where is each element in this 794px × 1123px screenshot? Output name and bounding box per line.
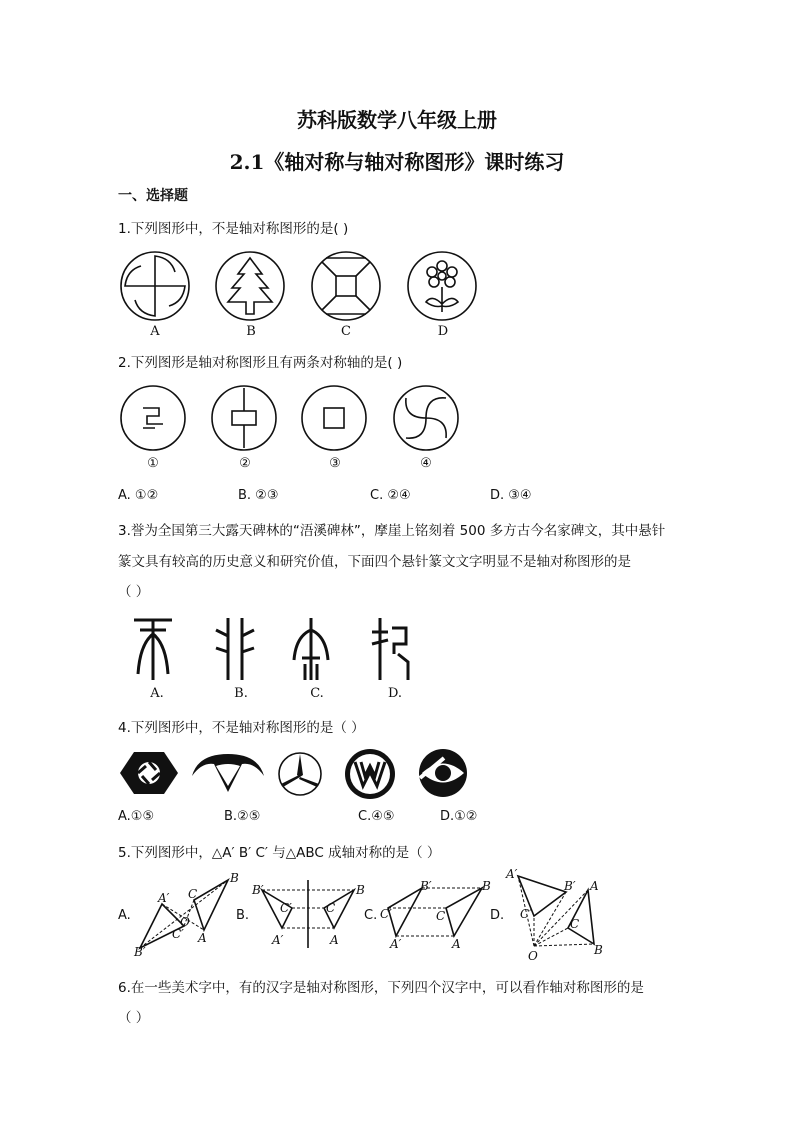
svg-text:C: C: [326, 901, 336, 915]
q2-option-d: D. ③④: [490, 488, 532, 503]
q4-logo-5: [414, 748, 472, 798]
q3-label-b: B.: [234, 686, 248, 701]
svg-text:B′: B′: [564, 879, 576, 893]
svg-text:C: C: [188, 887, 198, 901]
question-3-line-2: 篆文具有较高的历史意义和研究价值，下面四个悬针篆文文字明显不是轴对称图形的是: [118, 554, 631, 570]
q4-logo-2: [190, 752, 266, 794]
q2-option-b: B. ②③: [238, 488, 279, 503]
q5-label-a: A.: [118, 908, 131, 923]
question-6-line-1: 6.在一些美术字中，有的汉字是轴对称图形，下列四个汉字中，可以看作轴对称图形的是: [118, 980, 644, 996]
svg-text:A: A: [590, 879, 599, 893]
q2-label-1: ①: [147, 456, 159, 471]
svg-text:B: B: [594, 943, 603, 957]
svg-text:C: C: [570, 917, 580, 931]
svg-text:A′: A′: [272, 933, 284, 947]
svg-text:A′: A′: [506, 867, 518, 881]
q5-label-c: C.: [364, 908, 378, 923]
q2-figure-1: [119, 384, 187, 452]
q4-logo-3: [277, 751, 323, 797]
q4-option-d: D.①②: [440, 809, 478, 824]
question-6-line-2: （ ）: [118, 1010, 150, 1026]
q4-option-b: B.②⑤: [224, 809, 261, 824]
svg-text:B: B: [230, 871, 239, 885]
q2-label-4: ④: [420, 456, 432, 471]
q3-label-a: A.: [150, 686, 164, 701]
svg-text:B′: B′: [134, 945, 146, 959]
svg-text:A′: A′: [390, 937, 402, 951]
page-title: 苏科版数学八年级上册: [297, 108, 497, 132]
question-1-stem: 1.下列图形中，不是轴对称图形的是( ): [118, 221, 349, 237]
svg-text:C: C: [436, 909, 446, 923]
svg-text:C′: C′: [380, 907, 392, 921]
q2-label-3: ③: [329, 456, 341, 471]
q1-label-b: B: [246, 324, 256, 339]
q5-figure-b: [250, 878, 366, 950]
q3-label-d: D.: [387, 686, 403, 701]
q2-option-a: A. ①②: [118, 488, 159, 503]
question-2-stem: 2.下列图形是轴对称图形且有两条对称轴的是( ): [118, 355, 403, 371]
svg-text:B′: B′: [252, 883, 264, 897]
svg-text:O: O: [528, 949, 538, 963]
q4-logo-4: [343, 748, 397, 800]
q3-seal-character-a: [130, 614, 176, 684]
q2-option-c: C. ②④: [370, 488, 411, 503]
svg-text:B: B: [482, 879, 491, 893]
question-4-stem: 4.下列图形中，不是轴对称图形的是（ ）: [118, 720, 365, 736]
q3-label-c: C.: [310, 686, 324, 701]
q5-figure-c: [378, 878, 494, 950]
q3-seal-character-c: [288, 614, 334, 684]
q3-seal-character-b: [212, 614, 258, 684]
svg-text:C′: C′: [520, 907, 532, 921]
svg-text:C′: C′: [172, 927, 184, 941]
svg-text:C′: C′: [280, 901, 292, 915]
svg-text:A: A: [452, 937, 461, 951]
svg-text:A: A: [330, 933, 339, 947]
q2-figure-3: [300, 384, 368, 452]
q4-logo-1: [118, 750, 180, 796]
question-5-stem: 5.下列图形中，△A′ B′ C′ 与△ABC 成轴对称的是（ ）: [118, 845, 441, 861]
page-subtitle: 2.1《轴对称与轴对称图形》课时练习: [229, 150, 565, 174]
svg-text:O: O: [180, 915, 190, 929]
svg-text:A′: A′: [158, 891, 170, 905]
q5-label-b: B.: [236, 908, 250, 923]
q4-option-c: C.④⑤: [358, 809, 395, 824]
q5-figure-a: [132, 871, 239, 959]
q5-figure-d: [504, 868, 608, 962]
q2-label-2: ②: [239, 456, 251, 471]
q5-label-d: D.: [490, 908, 505, 923]
question-3-line-1: 3.誉为全国第三大露天碑林的“浯溪碑林”，摩崖上铭刻着 500 多方古今名家碑文，其中悬针: [118, 523, 666, 539]
q2-figure-2: [210, 384, 278, 452]
svg-text:B: B: [356, 883, 365, 897]
question-3-line-3: （ ）: [118, 584, 150, 600]
section-heading: 一、选择题: [118, 188, 188, 204]
q2-figure-4: [392, 384, 460, 452]
q1-label-c: C: [341, 324, 351, 339]
svg-text:A: A: [198, 931, 207, 945]
q1-figure-b: [214, 250, 286, 322]
q1-figure-a: [119, 250, 191, 322]
svg-text:B′: B′: [420, 879, 432, 893]
q4-option-a: A.①⑤: [118, 809, 155, 824]
q1-figure-d: [406, 250, 478, 322]
q3-seal-character-d: [368, 614, 414, 684]
q1-label-a: A: [150, 324, 160, 339]
q1-label-d: D: [437, 324, 449, 339]
q1-figure-c: [310, 250, 382, 322]
